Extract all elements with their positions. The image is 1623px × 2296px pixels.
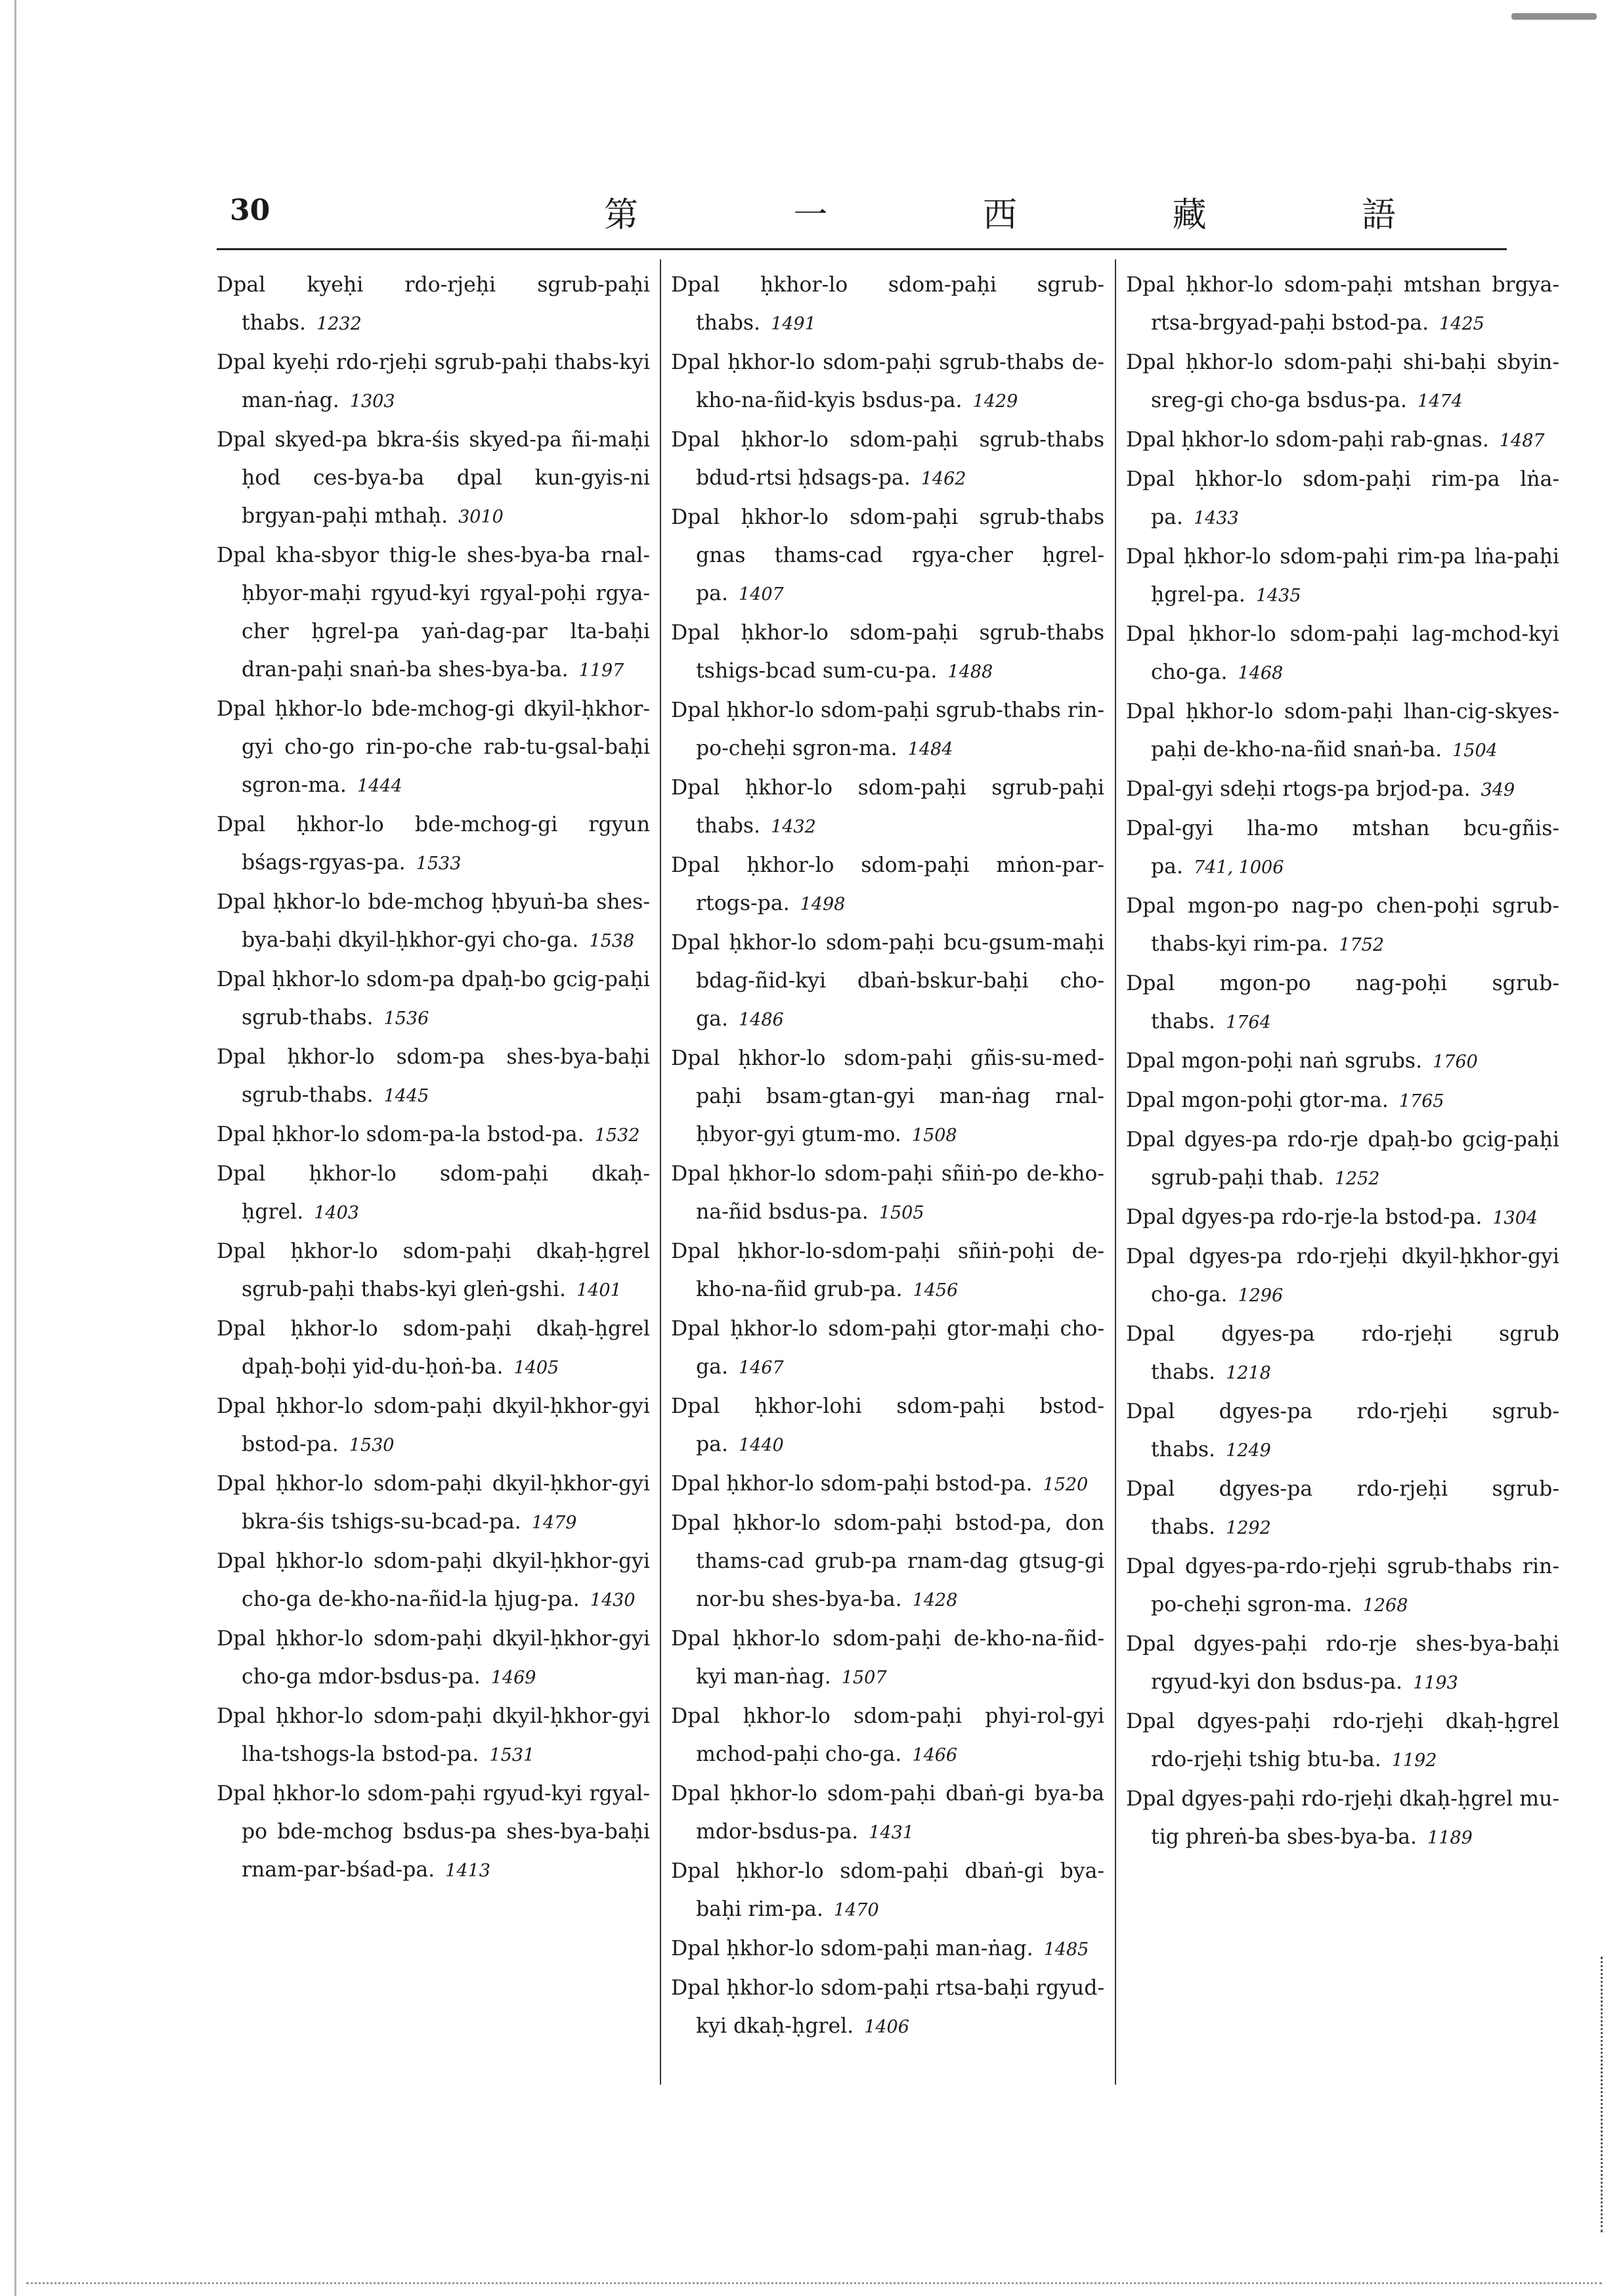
index-entry — [671, 1697, 1104, 1775]
index-entry — [1126, 343, 1559, 421]
entry-title: Dpal ḥkhor-lo sdom-paḥi dkyil-ḥkhor-gyi bkra-śis tshigs-su-bcad-pa. — [217, 1472, 650, 1534]
index-entry — [671, 1620, 1104, 1697]
index-entry — [1126, 1393, 1559, 1470]
entry-title: Dpal ḥkhor-lo sdom-paḥi phyi-rol-gyi mchod-paḥi cho-ga. — [671, 1704, 1104, 1766]
entry-title: Dpal mgon-po nag-po chen-poḥi sgrub-thabs-kyi rim-pa. — [1126, 894, 1559, 956]
index-entry — [217, 1155, 650, 1232]
right-edge-artifact — [1601, 1957, 1605, 2232]
entry-reference-number: 1760 — [1433, 1052, 1478, 1072]
entry-reference-number: 1406 — [864, 2017, 909, 2037]
entry-reference-number: 1193 — [1413, 1673, 1458, 1693]
index-entry — [1126, 770, 1559, 810]
entry-title: Dpal ḥkhor-lo sdom-paḥi rgyud-kyi rgyal-po bde-mchog bsdus-pa shes-bya-baḥi rnam-par-bśad-pa. — [217, 1782, 650, 1882]
index-entry — [1126, 421, 1559, 460]
entry-title: Dpal skyed-pa bkra-śis skyed-pa ñi-maḥi ḥod ces-bya-ba dpal kun-gyis-ni brgyan-paḥi mthaḥ. — [217, 428, 650, 528]
entry-title: Dpal ḥkhor-lo sdom-paḥi sgrub-paḥi thabs. — [671, 776, 1104, 838]
entry-reference-number: 1484 — [907, 739, 953, 760]
entry-title: Dpal ḥkhor-lo sdom-paḥi dkaḥ-ḥgrel. — [217, 1162, 650, 1224]
index-entry — [671, 1155, 1104, 1232]
index-entry — [671, 1039, 1104, 1155]
entry-reference-number: 1252 — [1334, 1169, 1380, 1189]
index-entry — [217, 1232, 650, 1310]
index-entry — [217, 1310, 650, 1387]
index-column-1 — [217, 266, 650, 1890]
entry-title: Dpal mgon-poḥi naṅ sgrubs. — [1126, 1049, 1423, 1073]
entry-title: Dpal ḥkhor-lo-sdom-paḥi sñiṅ-poḥi de-kho-na-ñid grub-pa. — [671, 1240, 1104, 1301]
entry-title: Dpal dgyes-pa rdo-rjeḥi sgrub-thabs. — [1126, 1400, 1559, 1462]
entry-reference-number: 1466 — [912, 1745, 958, 1765]
index-entry — [671, 846, 1104, 924]
index-entry — [1126, 1198, 1559, 1238]
index-entry — [1126, 1042, 1559, 1081]
entry-reference-number: 1430 — [590, 1590, 636, 1611]
entry-reference-number: 1533 — [416, 854, 462, 874]
entry-reference-number: 1432 — [771, 817, 816, 837]
entry-title: Dpal kyeḥi rdo-rjeḥi sgrub-paḥi thabs. — [217, 273, 650, 335]
index-entry — [1126, 538, 1559, 615]
index-entry — [671, 1310, 1104, 1387]
entry-reference-number: 1192 — [1391, 1750, 1437, 1771]
index-entry — [671, 266, 1104, 343]
entry-title: Dpal ḥkhor-lo bde-mchog-gi dkyil-ḥkhor-gyi cho-go rin-po-che rab-tu-gsal-baḥi sgron-ma. — [217, 697, 650, 797]
entry-title: Dpal dgyes-pa rdo-rjeḥi sgrub thabs. — [1126, 1322, 1559, 1384]
entry-title: Dpal ḥkhor-lo sdom-paḥi sgrub-thabs bdud-rtsi ḥdsags-pa. — [671, 428, 1104, 490]
entry-reference-number: 1479 — [531, 1513, 577, 1533]
entry-title: Dpal kha-sbyor thig-le shes-bya-ba rnal-ḥbyor-maḥi rgyud-kyi rgyal-poḥi rgya-cher ḥgrel-pa yaṅ-dag-par lta-baḥi dran-paḥi snaṅ-ba shes-bya-ba. — [217, 544, 650, 682]
index-entry — [217, 690, 650, 806]
entry-title: Dpal ḥkhor-lo sdom-paḥi mtshan brgya-rtsa-brgyad-paḥi bstod-pa. — [1126, 273, 1559, 335]
entry-title: Dpal ḥkhor-lo sdom-paḥi mṅon-par-rtogs-pa. — [671, 854, 1104, 915]
entry-title: Dpal dgyes-pa rdo-rjeḥi dkyil-ḥkhor-gyi cho-ga. — [1126, 1245, 1559, 1307]
index-entry — [1126, 887, 1559, 964]
entry-title: Dpal dgyes-paḥi rdo-rje shes-bya-baḥi rgyud-kyi don bsdus-pa. — [1126, 1632, 1559, 1694]
page-number: 30 — [230, 194, 270, 227]
entry-reference-number: 1249 — [1226, 1440, 1271, 1461]
entry-reference-number: 3010 — [458, 507, 504, 527]
entry-reference-number: 1764 — [1226, 1012, 1271, 1033]
index-entry — [1126, 1238, 1559, 1315]
entry-title: Dpal ḥkhor-lo sdom-pa-la bstod-pa. — [217, 1123, 584, 1146]
entry-reference-number: 1507 — [841, 1668, 887, 1688]
entry-reference-number: 1403 — [314, 1203, 359, 1223]
entry-title: Dpal ḥkhor-lo sdom-paḥi gtor-maḥi cho-ga. — [671, 1317, 1104, 1379]
entry-reference-number: 1504 — [1452, 741, 1498, 761]
index-entry — [1126, 693, 1559, 770]
entry-reference-number: 1433 — [1193, 508, 1239, 529]
index-entry — [1126, 1470, 1559, 1548]
index-entry — [671, 1387, 1104, 1465]
index-entry — [671, 691, 1104, 769]
entry-reference-number: 1407 — [738, 584, 784, 605]
entry-title: Dpal ḥkhor-lo sdom-pa shes-bya-baḥi sgrub-thabs. — [217, 1045, 650, 1107]
index-entry — [671, 924, 1104, 1039]
entry-title: Dpal ḥkhor-lo sdom-paḥi bstod-pa. — [671, 1472, 1033, 1496]
index-entry — [671, 1775, 1104, 1852]
entry-reference-number: 1470 — [833, 1900, 879, 1920]
entry-reference-number: 1440 — [738, 1435, 784, 1456]
entry-reference-number: 1413 — [445, 1861, 490, 1881]
index-entry — [671, 1930, 1104, 1969]
index-entry — [671, 1852, 1104, 1930]
index-entry — [671, 1232, 1104, 1310]
entry-title: Dpal ḥkhor-lo sdom-pa dpaḥ-bo gcig-paḥi sgrub-thabs. — [217, 968, 650, 1029]
index-entry — [217, 421, 650, 536]
entry-title: Dpal kyeḥi rdo-rjeḥi sgrub-paḥi thabs-kyi man-ṅag. — [217, 351, 650, 412]
entry-title: Dpal ḥkhor-lohi sdom-paḥi bstod-pa. — [671, 1395, 1104, 1456]
index-entry — [217, 961, 650, 1038]
index-entry — [217, 1542, 650, 1620]
entry-reference-number: 1505 — [878, 1203, 924, 1223]
index-entry — [1126, 615, 1559, 693]
entry-title: Dpal ḥkhor-lo sdom-paḥi bstod-pa, don thams-cad grub-pa rnam-dag gtsug-gi nor-bu shes-bya-ba. — [671, 1511, 1104, 1611]
index-entry — [1126, 964, 1559, 1042]
entry-title: Dpal ḥkhor-lo sdom-paḥi rtsa-baḥi rgyud-kyi dkaḥ-ḥgrel. — [671, 1976, 1104, 2038]
entry-title: Dpal mgon-po nag-poḥi sgrub-thabs. — [1126, 972, 1559, 1033]
entry-title: Dpal dgyes-pa-rdo-rjeḥi sgrub-thabs rin-po-cheḥi sgron-ma. — [1126, 1555, 1559, 1616]
entry-reference-number: 1532 — [594, 1125, 640, 1146]
entry-reference-number: 1508 — [911, 1125, 957, 1146]
index-entry — [1126, 1702, 1559, 1780]
entry-title: Dpal ḥkhor-lo sdom-paḥi dkyil-ḥkhor-gyi bstod-pa. — [217, 1395, 650, 1456]
entry-reference-number: 1428 — [912, 1590, 958, 1611]
entry-title: Dpal ḥkhor-lo sdom-paḥi man-ṅag. — [671, 1937, 1033, 1960]
entry-title: Dpal ḥkhor-lo sdom-paḥi de-kho-na-ñid-kyi man-ṅag. — [671, 1627, 1104, 1689]
entry-title: Dpal ḥkhor-lo sdom-paḥi sgrub-thabs tshigs-bcad sum-cu-pa. — [671, 621, 1104, 683]
index-column-2 — [671, 266, 1104, 2047]
bottom-edge-artifact — [26, 2282, 1602, 2284]
entry-title: Dpal dgyes-paḥi rdo-rjeḥi dkaḥ-ḥgrel rdo-rjeḥi tshig btu-ba. — [1126, 1710, 1559, 1771]
entry-reference-number: 1197 — [578, 661, 624, 681]
entry-reference-number: 1425 — [1439, 314, 1484, 334]
entry-title: Dpal ḥkhor-lo sdom-paḥi dbaṅ-gi bya-baḥi rim-pa. — [671, 1859, 1104, 1921]
index-entry — [1126, 810, 1559, 887]
entry-reference-number: 1401 — [576, 1280, 622, 1301]
entry-title: Dpal ḥkhor-lo bde-mchog ḥbyuṅ-ba shes-bya-baḥi dkyil-ḥkhor-gyi cho-ga. — [217, 890, 650, 952]
index-entry — [671, 498, 1104, 614]
entry-reference-number: 1435 — [1255, 586, 1301, 606]
entry-reference-number: 1486 — [738, 1010, 784, 1030]
entry-title: Dpal dgyes-pa rdo-rjeḥi sgrub-thabs. — [1126, 1477, 1559, 1539]
index-entry — [671, 343, 1104, 421]
entry-title: Dpal mgon-poḥi gtor-ma. — [1126, 1089, 1389, 1112]
entry-title: Dpal dgyes-paḥi rdo-rjeḥi dkaḥ-ḥgrel mu-tig phreṅ-ba sbes-bya-ba. — [1126, 1787, 1559, 1849]
index-entry — [671, 1969, 1104, 2047]
index-entry — [217, 1775, 650, 1890]
entry-reference-number: 1189 — [1427, 1828, 1473, 1848]
entry-reference-number: 1530 — [349, 1435, 395, 1456]
entry-title: Dpal ḥkhor-lo sdom-paḥi sgrub-thabs. — [671, 273, 1104, 335]
entry-reference-number: 1488 — [947, 662, 993, 682]
entry-reference-number: 1467 — [738, 1358, 784, 1378]
entry-reference-number: 1296 — [1238, 1286, 1284, 1306]
scan-artifact — [1511, 13, 1597, 20]
index-column-3 — [1126, 266, 1559, 1857]
entry-reference-number: 1444 — [357, 776, 402, 796]
entry-reference-number: 1292 — [1226, 1518, 1271, 1538]
index-entry — [671, 1504, 1104, 1620]
entry-title: Dpal ḥkhor-lo sdom-paḥi gñis-su-med-paḥi bsam-gtan-gyi man-ṅag rnal-ḥbyor-gyi gtum-mo. — [671, 1047, 1104, 1146]
entry-reference-number: 1456 — [913, 1280, 959, 1301]
index-entry — [217, 883, 650, 961]
entry-reference-number: 1765 — [1398, 1091, 1444, 1112]
entry-reference-number: 1491 — [771, 314, 816, 334]
page-header — [217, 187, 1504, 240]
index-entry — [217, 536, 650, 690]
entry-title: Dpal ḥkhor-lo sdom-paḥi dkaḥ-ḥgrel sgrub-paḥi thabs-kyi gleṅ-gshi. — [217, 1240, 650, 1301]
index-entry — [217, 1620, 650, 1697]
entry-reference-number: 1405 — [513, 1358, 559, 1378]
binding-edge-line — [14, 0, 16, 2296]
entry-title: Dpal ḥkhor-lo sdom-paḥi lag-mchod-kyi cho-ga. — [1126, 622, 1559, 684]
header-rule — [217, 248, 1507, 250]
index-entry — [217, 1697, 650, 1775]
entry-reference-number: 1468 — [1238, 663, 1284, 683]
entry-reference-number: 1531 — [489, 1745, 535, 1765]
index-entry — [217, 1465, 650, 1542]
entry-reference-number: 1431 — [869, 1823, 914, 1843]
entry-title: Dpal ḥkhor-lo bde-mchog-gi rgyun bśags-rgyas-pa. — [217, 813, 650, 875]
column-divider — [1115, 259, 1116, 2085]
entry-title: Dpal ḥkhor-lo sdom-paḥi dbaṅ-gi bya-ba mdor-bsdus-pa. — [671, 1782, 1104, 1844]
entry-title: Dpal ḥkhor-lo sdom-paḥi sgrub-thabs rin-po-cheḥi sgron-ma. — [671, 699, 1104, 760]
entry-reference-number: 1474 — [1417, 391, 1463, 412]
entry-reference-number: 1538 — [589, 931, 635, 951]
entry-reference-number: 1303 — [349, 391, 395, 412]
entry-title: Dpal ḥkhor-lo sdom-paḥi rab-gnas. — [1126, 428, 1489, 452]
index-entry — [217, 343, 650, 421]
entry-title: Dpal ḥkhor-lo sdom-paḥi shi-baḥi sbyin-sreg-gi cho-ga bsdus-pa. — [1126, 351, 1559, 412]
index-entry — [671, 421, 1104, 498]
entry-title: Dpal ḥkhor-lo sdom-paḥi sñiṅ-po de-kho-na-ñid bsdus-pa. — [671, 1162, 1104, 1224]
index-entry — [1126, 1548, 1559, 1625]
entry-title: Dpal ḥkhor-lo sdom-paḥi lhan-cig-skyes-paḥi de-kho-na-ñid snaṅ-ba. — [1126, 700, 1559, 762]
entry-title: Dpal ḥkhor-lo sdom-paḥi rim-pa lṅa-pa. — [1126, 467, 1559, 529]
entry-reference-number: 1498 — [800, 894, 846, 915]
index-entry — [217, 806, 650, 883]
entry-reference-number: 1218 — [1226, 1363, 1271, 1383]
entry-reference-number: 741, 1006 — [1193, 857, 1284, 878]
entry-title: Dpal ḥkhor-lo sdom-paḥi dkyil-ḥkhor-gyi cho-ga mdor-bsdus-pa. — [217, 1627, 650, 1689]
index-entry — [671, 1465, 1104, 1504]
entry-reference-number: 1268 — [1362, 1595, 1408, 1616]
entry-reference-number: 349 — [1481, 780, 1515, 800]
entry-reference-number: 1304 — [1492, 1208, 1538, 1228]
entry-title: Dpal-gyi sdeḥi rtogs-pa brjod-pa. — [1126, 777, 1471, 801]
index-entry — [217, 1387, 650, 1465]
entry-reference-number: 1232 — [316, 314, 362, 334]
entry-reference-number: 1536 — [383, 1008, 429, 1029]
entry-title: Dpal ḥkhor-lo sdom-paḥi dkyil-ḥkhor-gyi cho-ga de-kho-na-ñid-la ḥjug-pa. — [217, 1549, 650, 1611]
entry-reference-number: 1445 — [383, 1086, 429, 1106]
entry-title: Dpal ḥkhor-lo sdom-paḥi sgrub-thabs gnas thams-cad rgya-cher ḥgrel-pa. — [671, 506, 1104, 605]
index-entry — [1126, 1315, 1559, 1393]
entry-reference-number: 1429 — [972, 391, 1018, 412]
entry-reference-number: 1469 — [490, 1668, 536, 1688]
entry-title: Dpal ḥkhor-lo sdom-paḥi sgrub-thabs de-kho-na-ñid-kyis bsdus-pa. — [671, 351, 1104, 412]
entry-title: Dpal ḥkhor-lo sdom-paḥi bcu-gsum-maḥi bdag-ñid-kyi dbaṅ-bskur-baḥi cho-ga. — [671, 931, 1104, 1031]
entry-title: Dpal-gyi lha-mo mtshan bcu-gñis-pa. — [1126, 817, 1559, 878]
entry-reference-number: 1462 — [920, 469, 966, 489]
running-title: 第 一 西 藏 語 — [604, 196, 1469, 235]
index-entry — [1126, 1625, 1559, 1702]
entry-reference-number: 1485 — [1043, 1939, 1089, 1960]
index-entry — [1126, 1121, 1559, 1198]
index-entry — [1126, 460, 1559, 538]
index-entry — [1126, 1081, 1559, 1121]
entry-reference-number: 1487 — [1499, 431, 1545, 451]
index-entry — [217, 1038, 650, 1116]
entry-title: Dpal ḥkhor-lo sdom-paḥi dkaḥ-ḥgrel dpaḥ-boḥi yid-du-ḥoṅ-ba. — [217, 1317, 650, 1379]
index-entry — [1126, 266, 1559, 343]
index-entry — [217, 266, 650, 343]
column-divider — [660, 259, 661, 2085]
entry-title: Dpal ḥkhor-lo sdom-paḥi dkyil-ḥkhor-gyi lha-tshogs-la bstod-pa. — [217, 1704, 650, 1766]
index-entry — [671, 614, 1104, 691]
index-entry — [1126, 1780, 1559, 1857]
entry-title: Dpal dgyes-pa rdo-rje dpaḥ-bo gcig-paḥi sgrub-paḥi thab. — [1126, 1128, 1559, 1190]
entry-reference-number: 1520 — [1043, 1475, 1089, 1495]
entry-title: Dpal dgyes-pa rdo-rje-la bstod-pa. — [1126, 1205, 1482, 1229]
index-entry — [671, 769, 1104, 846]
index-entry — [217, 1116, 650, 1155]
entry-title: Dpal ḥkhor-lo sdom-paḥi rim-pa lṅa-paḥi ḥgrel-pa. — [1126, 545, 1559, 607]
entry-reference-number: 1752 — [1339, 935, 1384, 955]
